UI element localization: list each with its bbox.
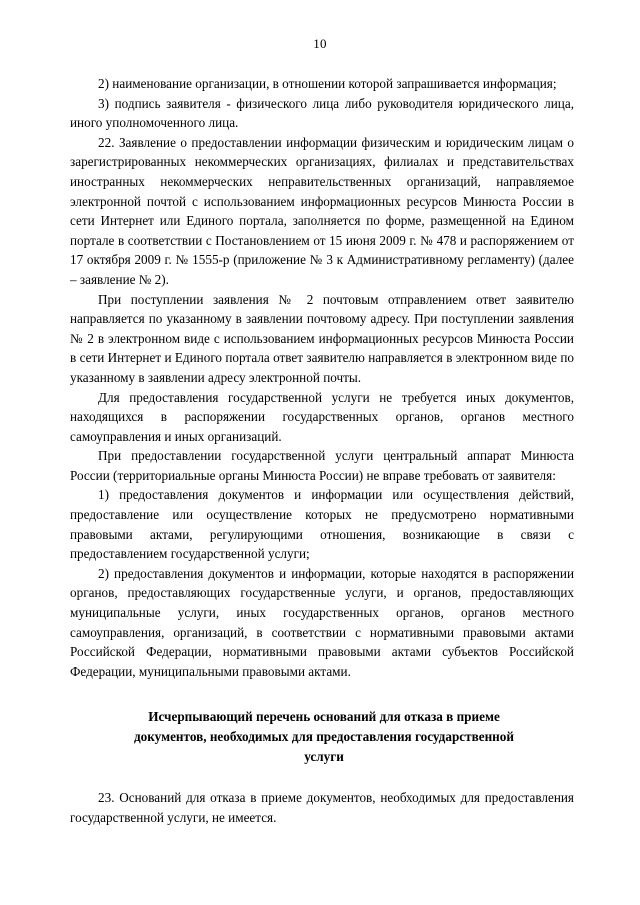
- paragraph: При поступлении заявления № 2 почтовым отправлением ответ заявителю направляется по указанному в заявлении почтовому адресу. При поступлении заявления № 2 в электронном виде с использованием информационных ресурсов Минюста России в сети Интернет и Единого портала ответ заявителю направляется в электронном виде по указанному в заявлении адресу электронной почты.: [70, 291, 574, 385]
- paragraph: 1) предоставления документов и информации или осуществления действий, предоставление или осуществление которых не предусмотрено нормативными правовыми актами, регулирующими отношения, возникающие в связи с предоставлением государственной услуги;: [70, 487, 574, 562]
- page-number: 10: [313, 36, 327, 51]
- section-heading: Исчерпывающий перечень оснований для отказа в приеме документов, необходимых для предоставления государственной услуги: [134, 709, 514, 764]
- paragraph: Для предоставления государственной услуги не требуется иных документов, находящихся в распоряжении государственных органов, органов местного самоуправления и иных организаций.: [70, 389, 574, 444]
- paragraph: При предоставлении государственной услуги центральный аппарат Минюста России (территориальные органы Минюста России) не вправе требовать от заявителя:: [70, 448, 574, 483]
- paragraph: 23. Оснований для отказа в приеме документов, необходимых для предоставления государственной услуги, не имеется.: [70, 790, 574, 825]
- paragraph: 2) наименование организации, в отношении которой запрашивается информация;: [98, 76, 557, 91]
- paragraph: 3) подпись заявителя - физического лица либо руководителя юридического лица, иного уполномоченного лица.: [70, 95, 574, 131]
- paragraph: 22. Заявление о предоставлении информации физическим и юридическим лицам о зарегистрированных некоммерческих организациях, филиалах и представительствах иностранных некоммерческих неправительственных организаций, направляемое электронной почтой с использованием информационных ресурсов Минюста России в сети Интернет или Единого портала, заполняется по форме, размещенной на Едином портале в соответствии с Постановлением от 15 июня 2009 г. № 478 и распоряжением от 17 октября 2009 г. № 1555-р (приложение № 3 к Административному регламенту) (далее – заявление № 2).: [70, 134, 574, 287]
- document-body: [0, 74, 640, 827]
- paragraph: 2) предоставления документов и информации, которые находятся в распоряжении органов, предоставляющих государственные услуги, и органов, предоставляющих муниципальные услуги, иных государственных органов, органов местного самоуправления, организаций, в соответствии с нормативными правовыми актами Российской Федерации, нормативными правовыми актами субъектов Российской Федерации, муниципальными правовыми актами.: [70, 565, 574, 679]
